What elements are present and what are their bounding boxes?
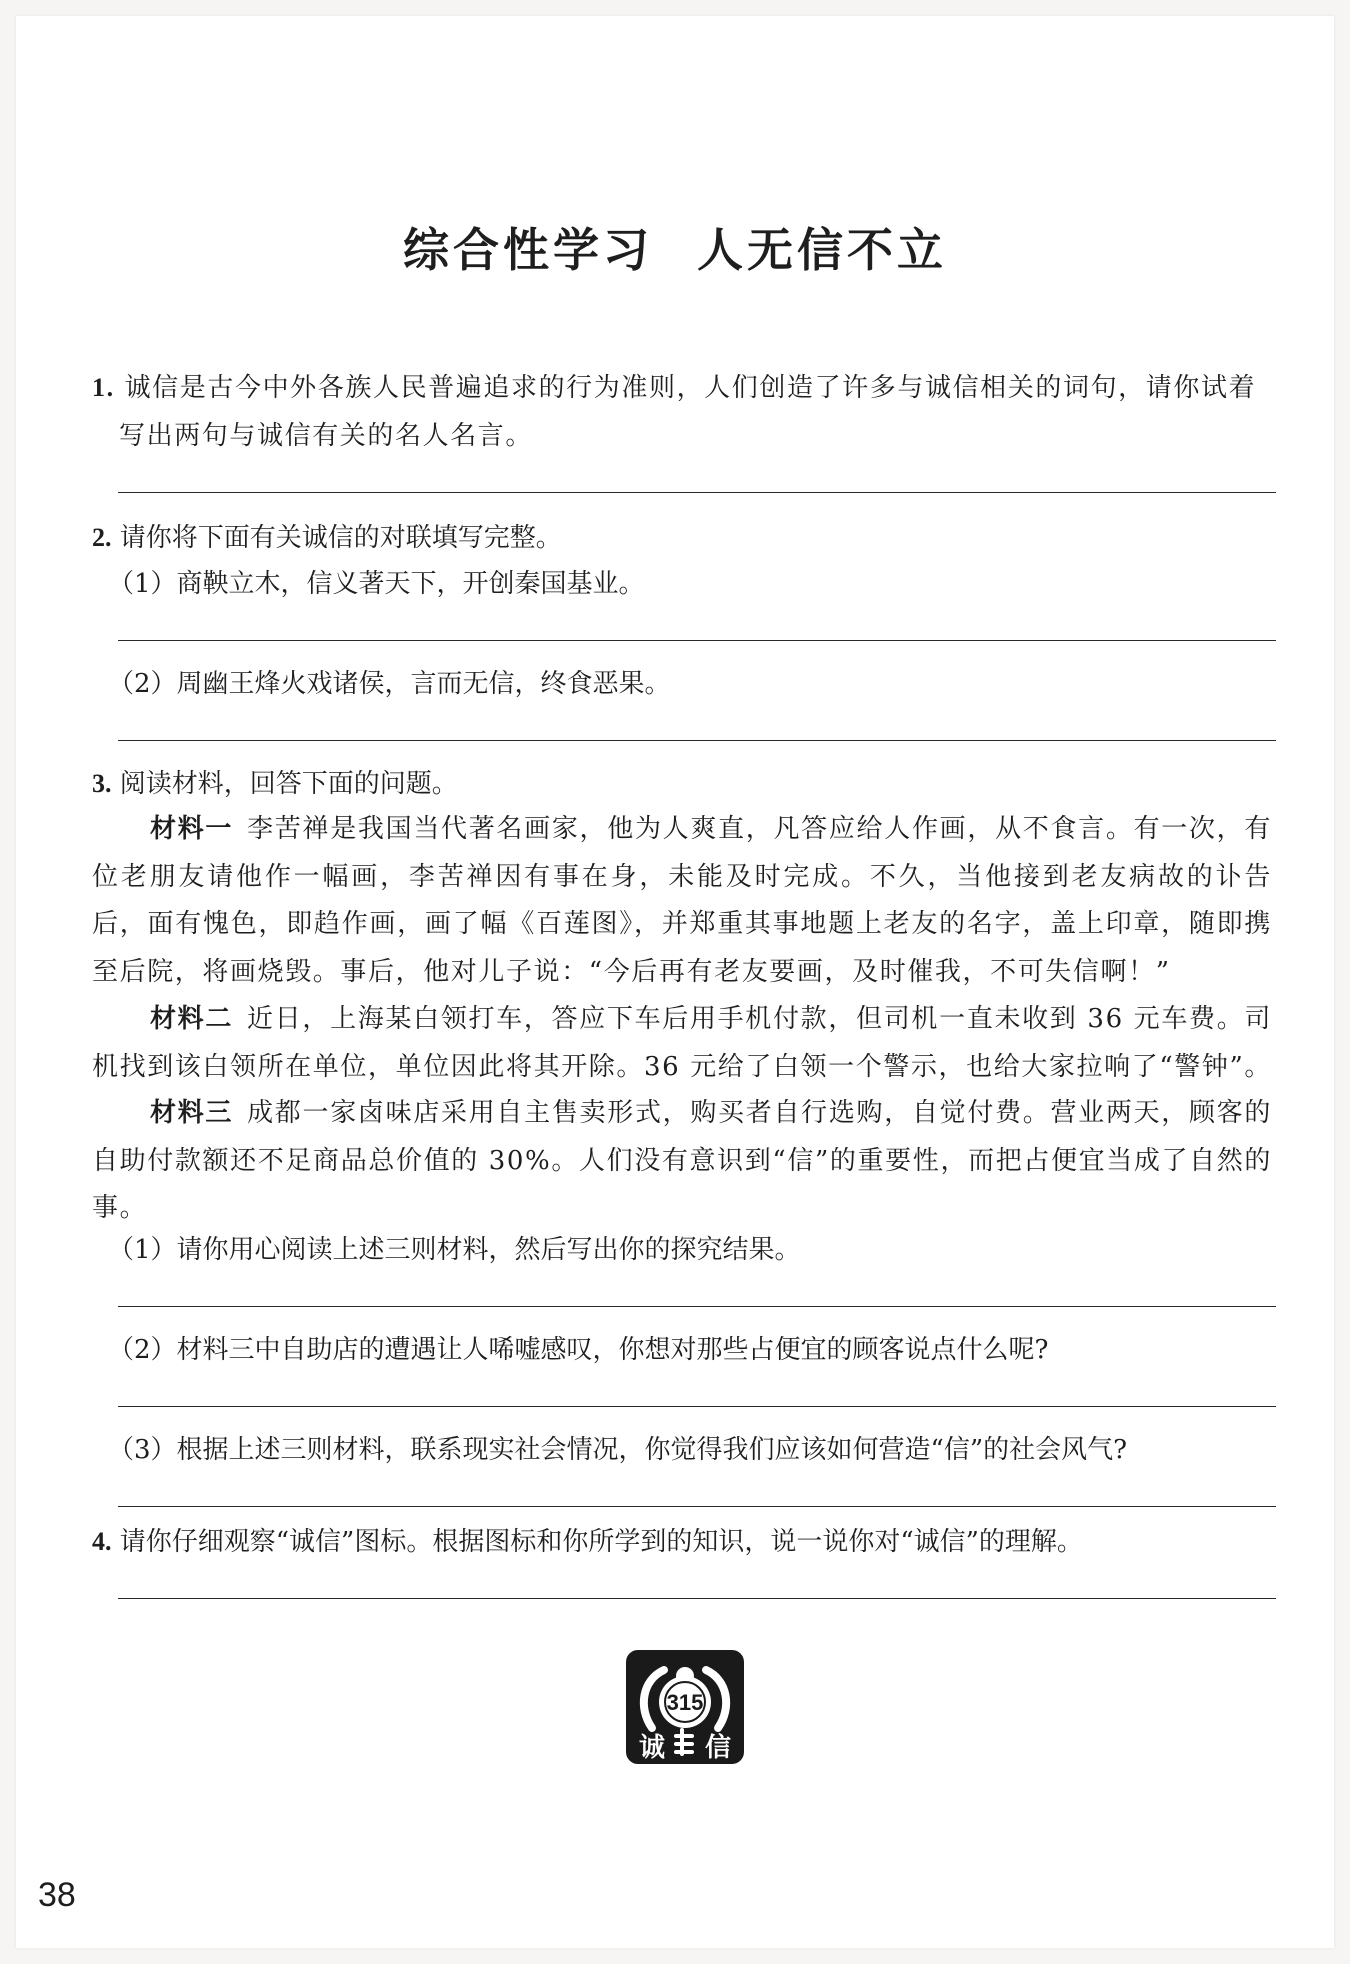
q3-sub2-answer-line[interactable] bbox=[118, 1406, 1276, 1407]
page-number: 38 bbox=[38, 1876, 76, 1914]
q3-sub1-answer-line[interactable] bbox=[118, 1306, 1276, 1307]
q2-prompt: 请你将下面有关诚信的对联填写完整。 bbox=[119, 523, 562, 553]
q1-number: 1. bbox=[92, 373, 115, 402]
q2-sub1-answer-line[interactable] bbox=[118, 640, 1276, 641]
material-three bbox=[92, 1090, 1272, 1233]
q3-sub3-answer-line[interactable] bbox=[118, 1506, 1276, 1507]
material-three-text: 成都一家卤味店采用自主售卖形式，购买者自行选购，自觉付费。营业两天，顾客的自助付款额还不足商品总价值的 30%。人们没有意识到“信”的重要性，而把占便宜当成了自然的事。 bbox=[92, 1098, 1272, 1223]
q2-sub2: （2）周幽王烽火戏诸侯，言而无信，终食恶果。 bbox=[108, 669, 671, 699]
q3-sub1: （1）请你用心阅读上述三则材料，然后写出你的探究结果。 bbox=[108, 1235, 801, 1265]
logo-char-xin: 信 bbox=[704, 1733, 732, 1763]
q4-prompt: 请你仔细观察“诚信”图标。根据图标和你所学到的知识，说一说你对“诚信”的理解。 bbox=[119, 1527, 1083, 1557]
q2-number: 2. bbox=[92, 523, 112, 552]
q1-text: 诚信是古今中外各族人民普遍追求的行为准则，人们创造了许多与诚信相关的词句，请你试着 bbox=[124, 373, 1257, 403]
material-one bbox=[92, 806, 1272, 996]
material-three-label: 材料三 bbox=[150, 1098, 234, 1128]
q2-text bbox=[92, 514, 562, 562]
honesty-logo-graphic bbox=[626, 1650, 744, 1764]
material-two-label: 材料二 bbox=[150, 1004, 234, 1034]
q4-number: 4. bbox=[92, 1527, 112, 1556]
material-one-label: 材料一 bbox=[150, 814, 234, 844]
q2-sub1: （1）商鞅立木，信义著天下，开创秦国基业。 bbox=[108, 569, 645, 599]
honesty-logo-icon bbox=[626, 1650, 744, 1764]
title-part2: 人无信不立 bbox=[697, 223, 947, 277]
q1-line1 bbox=[92, 364, 1256, 412]
page-title bbox=[0, 214, 1350, 280]
material-two bbox=[92, 996, 1272, 1091]
q1-line2: 写出两句与诚信有关的名人名言。 bbox=[119, 421, 534, 451]
q3-prompt: 阅读材料，回答下面的问题。 bbox=[119, 769, 458, 799]
q4-answer-line[interactable] bbox=[118, 1598, 1276, 1599]
logo-center-number: 315 bbox=[666, 1690, 704, 1715]
q4-text bbox=[92, 1518, 1083, 1566]
material-two-text: 近日，上海某白领打车，答应下车后用手机付款，但司机一直未收到 36 元车费。司机找到该白领所在单位，单位因此将其开除。36 元给了白领一个警示，也给大家拉响了“警钟”。 bbox=[92, 1004, 1272, 1082]
q1-answer-line[interactable] bbox=[118, 492, 1276, 493]
logo-char-cheng: 诚 bbox=[638, 1733, 666, 1763]
q2-sub2-answer-line[interactable] bbox=[118, 740, 1276, 741]
q3-sub3: （3）根据上述三则材料，联系现实社会情况，你觉得我们应该如何营造“信”的社会风气? bbox=[108, 1435, 1128, 1465]
q3-sub2: （2）材料三中自助店的遭遇让人唏嘘感叹，你想对那些占便宜的顾客说点什么呢? bbox=[108, 1335, 1049, 1365]
q3-number: 3. bbox=[92, 769, 112, 798]
title-part1: 综合性学习 bbox=[403, 223, 653, 277]
q3-text bbox=[92, 760, 458, 808]
material-one-text: 李苦禅是我国当代著名画家，他为人爽直，凡答应给人作画，从不食言。有一次，有位老朋友请他作一幅画，李苦禅因有事在身，未能及时完成。不久，当他接到老友病故的讣告后，面有愧色，即趋作画，画了幅《百莲图》，并郑重其事地题上老友的名字，盖上印章，随即携至后院，将画烧毁。事后，他对儿子说：“今后再有老友要画，及时催我，不可失信啊！” bbox=[92, 814, 1272, 987]
